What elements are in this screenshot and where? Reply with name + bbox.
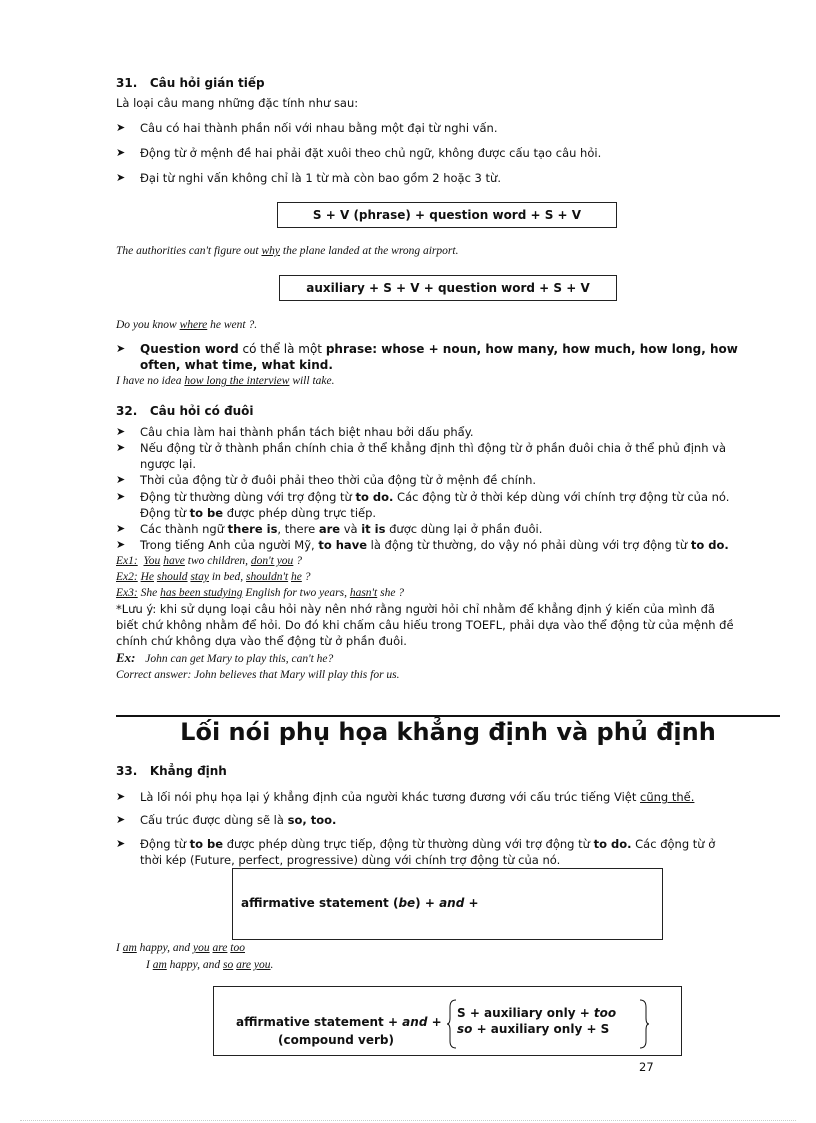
example-ex: Ex: John can get Mary to play this, can't he? <box>116 650 334 665</box>
note-text: *Lưu ý: khi sử dụng loại câu hỏi này nên nhớ rằng người hỏi chỉ nhằm để khẳng định ý kiến của mình đã <box>116 602 715 616</box>
arrow-bullet-icon: ➤ <box>116 146 126 159</box>
page-number: 27 <box>639 1060 654 1074</box>
bullet-text: Các thành ngữ there is, there are và it is được dùng lại ở phần đuôi. <box>140 522 543 536</box>
example-sentence: I am happy, and you are too <box>116 942 245 954</box>
formula-text: S + V (phrase) + question word + S + V <box>312 208 582 222</box>
example-1: Ex1: You have two children, don't you ? <box>116 555 302 567</box>
example-2: Ex2: He should stay in bed, shouldn't he ? <box>116 571 311 583</box>
formula-text: affirmative statement + and + <box>236 1015 442 1029</box>
example-sentence: Do you know where he went ?. <box>116 319 258 331</box>
section-33-heading <box>116 764 227 778</box>
section-31-heading <box>116 76 265 90</box>
bullet-text-continued: thời kép (Future, perfect, progressive) dùng với chính trợ động từ của nó. <box>140 853 561 867</box>
arrow-bullet-icon: ➤ <box>116 538 126 551</box>
arrow-bullet-icon: ➤ <box>116 473 126 486</box>
section-32-heading <box>116 404 254 418</box>
page-edge-divider <box>20 1120 796 1121</box>
page-title: Lối nói phụ họa khẳng định và phủ định <box>180 718 716 746</box>
arrow-bullet-icon: ➤ <box>116 522 126 535</box>
section-title: Khẳng định <box>149 764 227 778</box>
correct-answer: Correct answer: John believes that Mary will play this for us. <box>116 669 400 681</box>
bullet-text-continued: ngược lại. <box>140 457 196 471</box>
example-sentence: I am happy, and so are you. <box>146 959 274 971</box>
example-sentence: The authorities can't figure out why the plane landed at the wrong airport. <box>116 245 459 257</box>
bullet-text: Câu có hai thành phần nối với nhau bằng một đại từ nghi vấn. <box>140 121 498 135</box>
bullet-text: Trong tiếng Anh của người Mỹ, to have là động từ thường, do vậy nó phải dùng với trợ động từ to do. <box>140 538 729 552</box>
arrow-bullet-icon: ➤ <box>116 490 126 503</box>
section-number: 33. <box>116 764 138 778</box>
arrow-bullet-icon: ➤ <box>116 425 126 438</box>
formula-box <box>277 202 617 228</box>
arrow-bullet-icon: ➤ <box>116 121 126 134</box>
formula-box <box>279 275 617 301</box>
bullet-text: Động từ thường dùng với trợ động từ to do. Các động từ ở thời kép dùng với chính trợ động từ của nó. <box>140 490 730 504</box>
right-brace-icon <box>638 999 650 1049</box>
arrow-bullet-icon: ➤ <box>116 441 126 454</box>
bullet-text: Động từ to be được phép dùng trực tiếp, động từ thường dùng với trợ động từ to do. Các động từ ở <box>140 837 716 851</box>
formula-text: auxiliary + S + V + question word + S + V <box>306 281 590 295</box>
note-text: chính chứ không dựa vào thể động từ ở phần đuôi. <box>116 634 407 648</box>
formula-subtext: (compound verb) <box>278 1033 394 1047</box>
bullet-text-continued: Động từ to be được phép dùng trực tiếp. <box>140 506 377 520</box>
section-number: 32. <box>116 404 138 418</box>
arrow-bullet-icon: ➤ <box>116 790 126 803</box>
note-text: biết chứ không nhằm để hỏi. Do đó khi chấm câu hiếu trong TOEFL, phải dựa vào thể động từ của mệnh đề <box>116 618 734 632</box>
arrow-bullet-icon: ➤ <box>116 837 126 850</box>
bullet-text: Thời của động từ ở đuôi phải theo thời của động từ ở mệnh đề chính. <box>140 473 537 487</box>
bullet-text: Động từ ở mệnh đề hai phải đặt xuôi theo chủ ngữ, không được cấu tạo câu hỏi. <box>140 146 602 160</box>
bullet-text: Cấu trúc được dùng sẽ là so, too. <box>140 813 337 827</box>
bullet-text: Câu chia làm hai thành phần tách biệt nhau bởi dấu phẩy. <box>140 425 474 439</box>
example-sentence: I have no idea how long the interview will take. <box>116 375 335 387</box>
bullet-text: Nếu động từ ở thành phần chính chia ở thể khẳng định thì động từ ở phần đuôi chia ở thể phủ định và <box>140 441 727 455</box>
bullet-text-continued: often, what time, what kind. <box>140 358 333 372</box>
bullet-text: Question word có thể là một phrase: whose + noun, how many, how much, how long, how <box>140 342 738 356</box>
section-title: Câu hỏi có đuôi <box>149 404 254 418</box>
section-number: 31. <box>116 76 138 90</box>
formula-option-too: S + auxiliary only + too <box>457 1006 617 1020</box>
example-3: Ex3: She has been studying English for two years, hasn't she ? <box>116 587 405 599</box>
formula-text: affirmative statement (be) + and + <box>241 896 479 910</box>
formula-option-so: so + auxiliary only + S <box>457 1022 610 1036</box>
arrow-bullet-icon: ➤ <box>116 813 126 826</box>
formula-box-compound <box>213 986 682 1056</box>
formula-box <box>232 868 663 940</box>
section-title: Câu hỏi gián tiếp <box>149 76 265 90</box>
divider-rule <box>116 715 780 717</box>
arrow-bullet-icon: ➤ <box>116 342 126 355</box>
bullet-text: Là lối nói phụ họa lại ý khẳng định của người khác tương đương với cấu trúc tiếng Việt cũng thế. <box>140 790 695 804</box>
section-31-intro: Là loại câu mang những đặc tính như sau: <box>116 96 359 110</box>
arrow-bullet-icon: ➤ <box>116 171 126 184</box>
bullet-text: Đại từ nghi vấn không chỉ là 1 từ mà còn bao gồm 2 hoặc 3 từ. <box>140 171 501 185</box>
